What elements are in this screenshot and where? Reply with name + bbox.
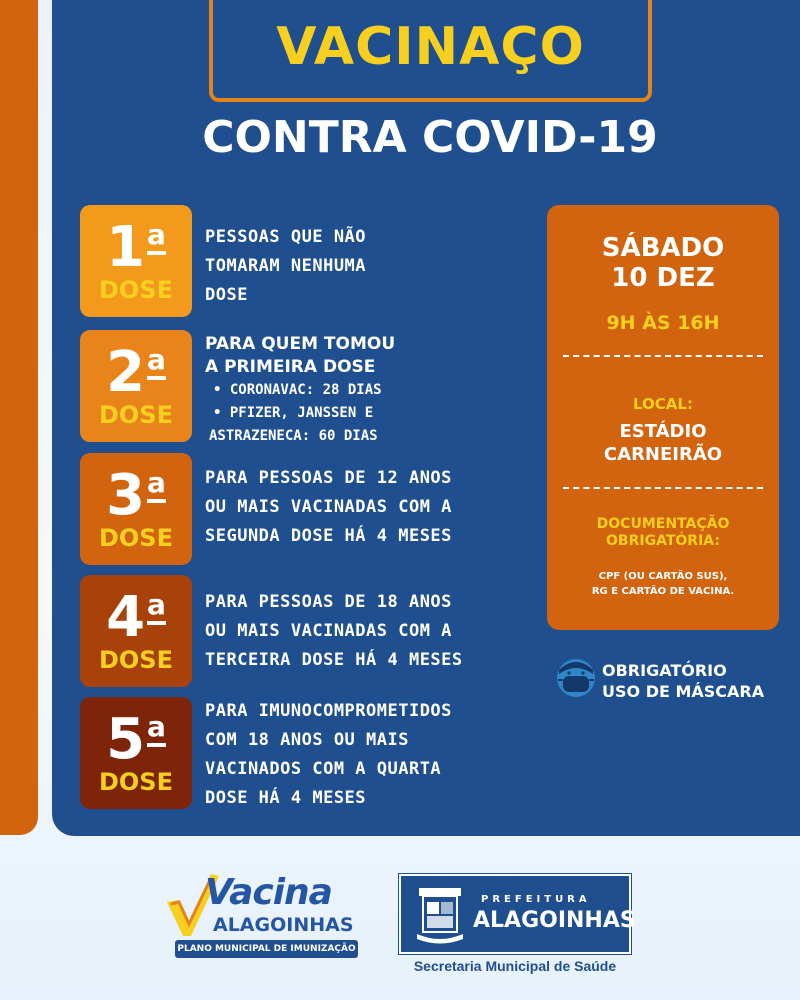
prefeitura-city: ALAGOINHAS [473, 908, 636, 933]
mask-notice-line: OBRIGATÓRIO [602, 661, 727, 680]
dose-line: COM 18 ANOS OU MAIS [205, 730, 409, 750]
mask-notice [602, 660, 764, 702]
title-box [209, 0, 652, 102]
vacina-city: ALAGOINHAS [213, 914, 354, 936]
dose-word: DOSE [98, 276, 173, 304]
dose-line: DOSE HÁ 4 MESES [205, 788, 367, 808]
documents-label-line: DOCUMENTAÇÃO [596, 516, 730, 532]
dose-number: 3$^a$ [106, 463, 166, 528]
dose-description-3 [205, 464, 555, 551]
location-line: ESTÁDIO [619, 421, 707, 442]
dose-description-1 [205, 223, 555, 310]
documents-line: CPF (OU CARTÃO SUS), [598, 571, 728, 582]
dose-line: SEGUNDA DOSE HÁ 4 MESES [205, 526, 452, 546]
dose-bullet: • PFIZER, JANSSEN E [213, 405, 374, 421]
divider [563, 487, 763, 489]
page-subtitle: CONTRA COVID-19 [202, 112, 658, 163]
secretaria-label: Secretaria Municipal de Saúde [413, 958, 617, 974]
documents-label [547, 516, 779, 550]
dose-word: DOSE [98, 646, 173, 674]
event-info-card [547, 205, 779, 630]
dose-line: VACINADOS COM A QUARTA [205, 759, 442, 779]
dose-number: 4$^a$ [106, 585, 166, 650]
dose-word: DOSE [98, 524, 173, 552]
location-label: LOCAL: [633, 395, 693, 413]
dose-line: PARA PESSOAS DE 18 ANOS [205, 592, 452, 612]
event-hours: 9H ÀS 16H [606, 312, 720, 334]
mask-face-icon [555, 656, 597, 702]
event-date [547, 233, 779, 293]
dose-bullet: ASTRAZENECA: 60 DIAS [209, 428, 378, 444]
dose-line: TOMARAM NENHUMA [205, 256, 367, 276]
dose-line: TERCEIRA DOSE HÁ 4 MESES [205, 650, 463, 670]
dose-number: 1$^a$ [106, 215, 166, 280]
dose-line: PARA IMUNOCOMPROMETIDOS [205, 701, 452, 721]
dose-line: PARA PESSOAS DE 12 ANOS [205, 468, 452, 488]
dose-description-4 [205, 588, 555, 675]
vacina-plan-label: PLANO MUNICIPAL DE IMUNIZAÇÃO [175, 940, 358, 958]
documents-value [547, 569, 779, 599]
dose-number: 5$^a$ [106, 707, 166, 772]
documents-label-line: OBRIGATÓRIA: [606, 533, 720, 549]
page-title: VACINAÇO [276, 17, 585, 77]
dose-bullet: • CORONAVAC: 28 DIAS [213, 382, 382, 398]
dose-line: PESSOAS QUE NÃO [205, 227, 367, 247]
coat-of-arms-icon [413, 884, 467, 946]
dose-badge-3 [80, 453, 192, 565]
event-day: SÁBADO [601, 233, 725, 263]
left-orange-strip [0, 0, 38, 835]
dose-line: A PRIMEIRA DOSE [205, 357, 376, 377]
dose-word: DOSE [98, 401, 173, 429]
dose-line: PARA QUEM TOMOU [205, 334, 396, 354]
dose-badge-2 [80, 330, 192, 442]
dose-line: OU MAIS VACINADAS COM A [205, 621, 452, 641]
vacina-word: Vacina [205, 872, 332, 913]
prefeitura-label: PREFEITURA [481, 894, 591, 905]
prefeitura-logo [399, 874, 636, 954]
mask-notice-line: USO DE MÁSCARA [602, 682, 765, 701]
dose-badge-1 [80, 205, 192, 317]
location-value [547, 420, 779, 466]
event-day-date: 10 DEZ [611, 263, 715, 293]
dose-line: OU MAIS VACINADAS COM A [205, 497, 452, 517]
vacina-alagoinhas-logo [165, 870, 360, 960]
dose-line: DOSE [205, 285, 248, 305]
location-line: CARNEIRÃO [603, 444, 723, 465]
dose-description-5 [205, 697, 555, 813]
dose-description-2 [205, 333, 555, 448]
dose-badge-4 [80, 575, 192, 687]
dose-word: DOSE [98, 768, 173, 796]
documents-line: RG E CARTÃO DE VACINA. [591, 586, 735, 597]
dose-number: 2$^a$ [106, 340, 166, 405]
divider [563, 355, 763, 357]
dose-badge-5 [80, 697, 192, 809]
